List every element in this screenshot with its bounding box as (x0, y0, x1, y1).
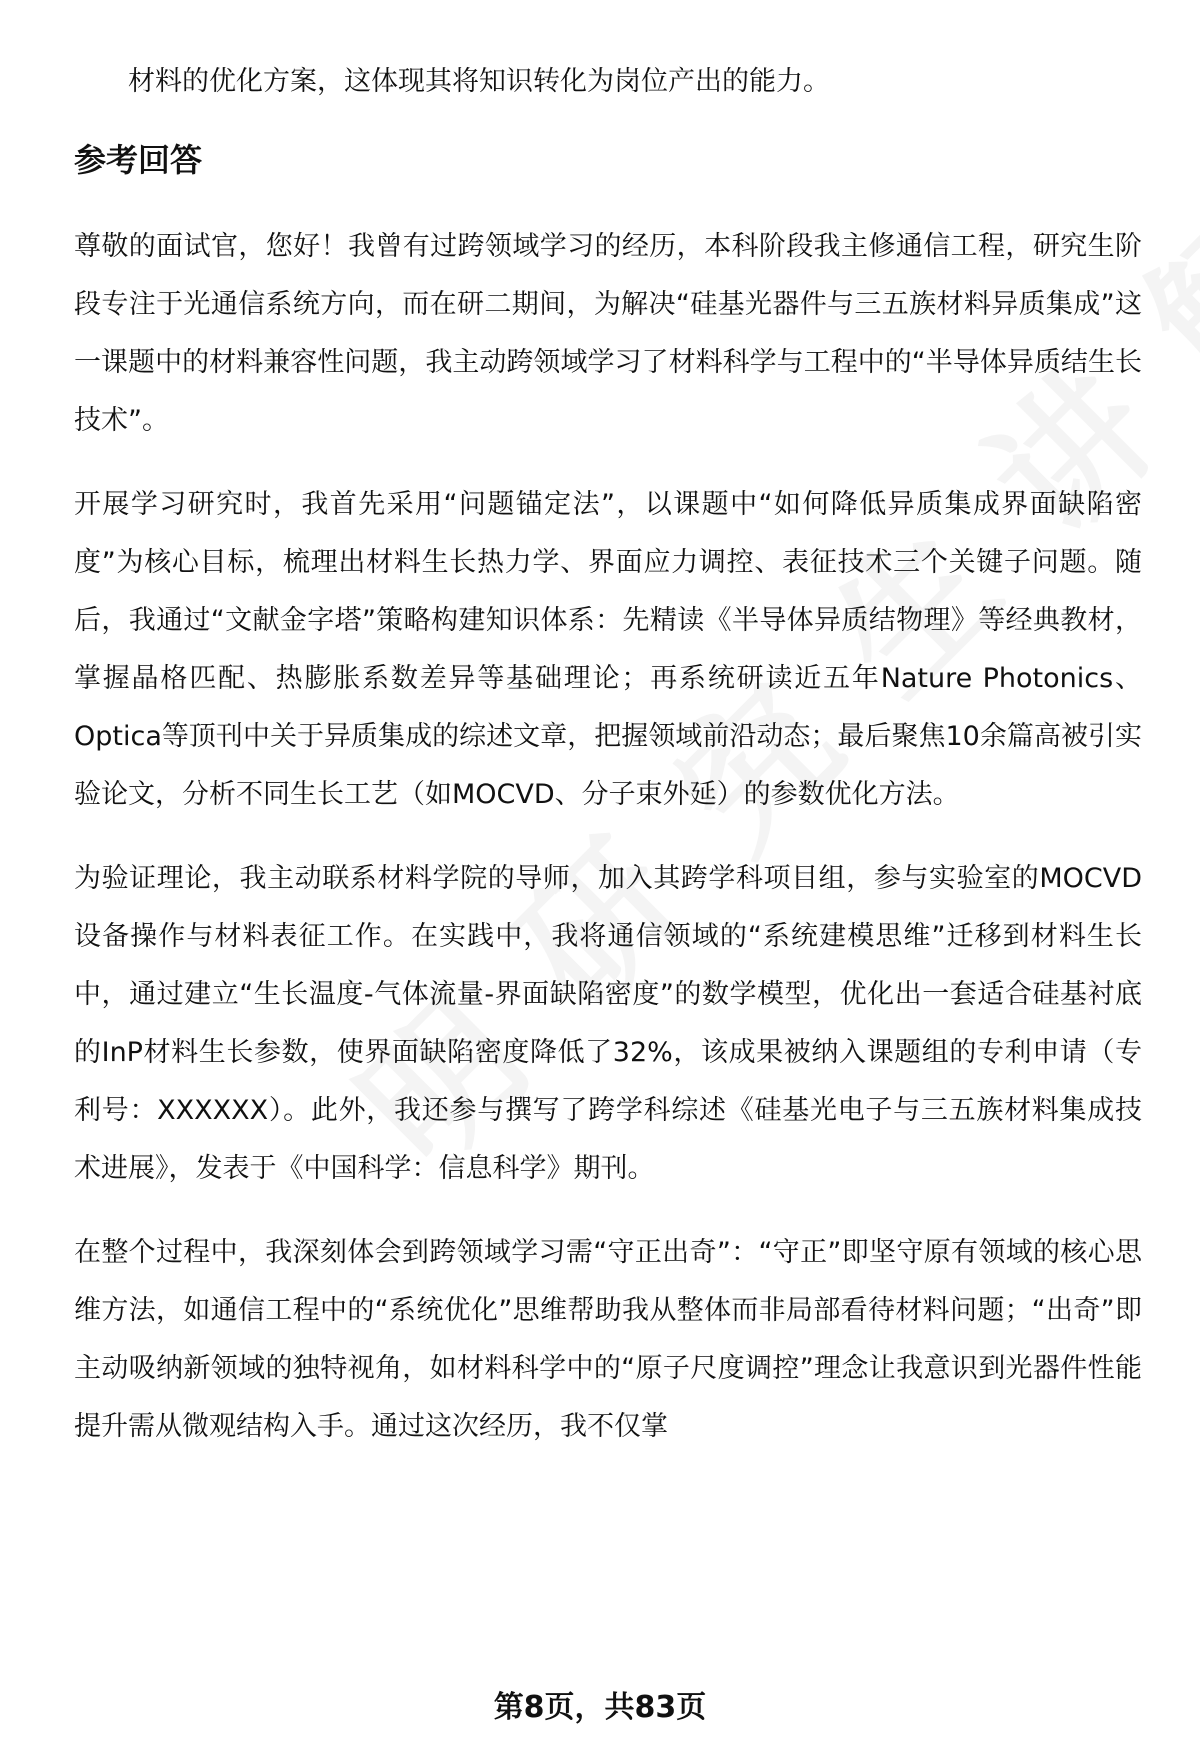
paragraph-3: 为验证理论，我主动联系材料学院的导师，加入其跨学科项目组，参与实验室的MOCVD设备操作与材料表征工作。在实践中，我将通信领域的“系统建模思维”迁移到材料生长中，通过建立“生长温度-气体流量-界面缺陷密度”的数学模型，优化出一套适合硅基衬底的InP材料生长参数，使界面缺陷密度降低了32%，该成果被纳入课题组的专利申请（专利号：XXXXXX）。此外，我还参与撰写了跨学科综述《硅基光电子与三五族材料集成技术进展》，发表于《中国科学：信息科学》期刊。 (74, 863, 1142, 1184)
paragraph-1: 尊敬的面试官，您好！我曾有过跨领域学习的经历，本科阶段我主修通信工程，研究生阶段专注于光通信系统方向，而在研二期间，为解决“硅基光器件与三五族材料异质集成”这一课题中的材料兼容性问题，我主动跨领域学习了材料科学与工程中的“半导体异质结生长技术”。 (74, 231, 1142, 436)
page-footer: 第8页，共83页 (493, 1690, 707, 1725)
intro-line: 材料的优化方案，这体现其将知识转化为岗位产出的能力。 (128, 66, 830, 97)
paragraph-2: 开展学习研究时，我首先采用“问题锚定法”，以课题中“如何降低异质集成界面缺陷密度”为核心目标，梳理出材料生长热力学、界面应力调控、表征技术三个关键子问题。随后，我通过“文献金字塔”策略构建知识体系：先精读《半导体异质结物理》等经典教材，掌握晶格匹配、热膨胀系数差异等基础理论；再系统研读近五年Nature Photonics、Optica等顶刊中关于异质集成的综述文章，把握领域前沿动态；最后聚焦10余篇高被引实验论文，分析不同生长工艺（如MOCVD、分子束外延）的参数优化方法。 (74, 489, 1142, 810)
section-title: 参考回答 (74, 141, 203, 179)
paragraph-4: 在整个过程中，我深刻体会到跨领域学习需“守正出奇”：“守正”即坚守原有领域的核心思维方法，如通信工程中的“系统优化”思维帮助我从整体而非局部看待材料问题；“出奇”即主动吸纳新领域的独特视角，如材料科学中的“原子尺度调控”理念让我意识到光器件性能提升需从微观结构入手。通过这次经历，我不仅掌 (74, 1237, 1142, 1442)
document-body (74, 60, 1142, 1482)
